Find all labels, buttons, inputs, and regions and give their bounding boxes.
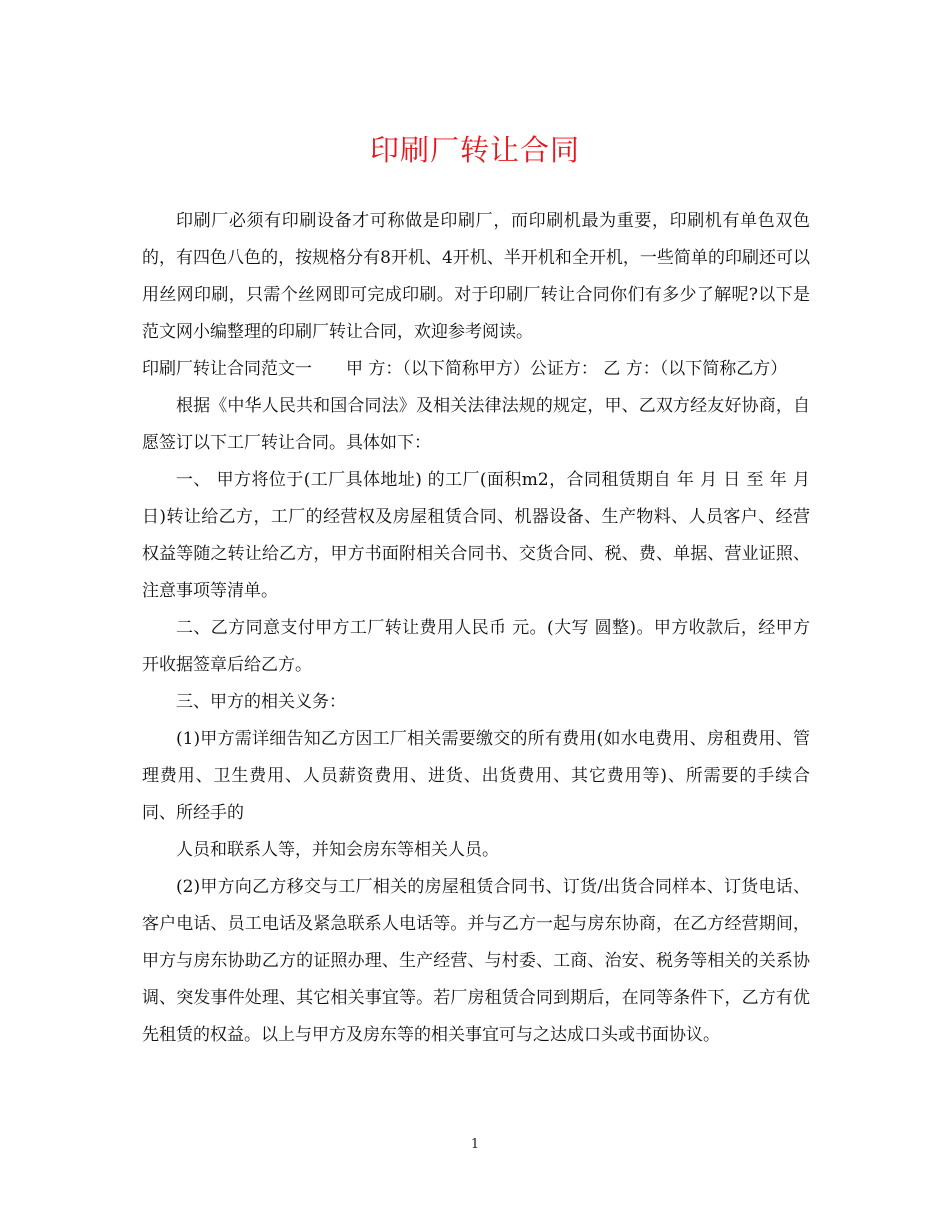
paragraph-basis: 根据《中华人民共和国合同法》及相关法律法规的规定，甲、乙双方经友好协商，自愿签订以下工厂转让合同。具体如下： xyxy=(142,396,810,453)
paragraph-clause-2: 二、乙方同意支付甲方工厂转让费用人民币 元。(大写 圆整)。甲方收款后，经甲方开收据签章后给乙方。 xyxy=(142,618,810,675)
paragraph-clause-3-item-2: (2)甲方向乙方移交与工厂相关的房屋租赁合同书、订货/出货合同样本、订货电话、客户电话、员工电话及紧急联系人电话等。并与乙方一起与房东协商，在乙方经营期间，甲方与房东协助乙方的证照办理、生产经营、与村委、工商、治安、税务等相关的关系协调、突发事件处理、其它相关事宜等。若厂房租赁合同到期后，在同等条件下，乙方有优先租赁的权益。以上与甲方及房东等的相关事宜可与之达成口头或书面协议。 xyxy=(142,877,810,1045)
paragraph-clause-3-item-1: (1)甲方需详细告知乙方因工厂相关需要缴交的所有费用(如水电费用、房租费用、管理费用、卫生费用、人员薪资费用、进货、出货费用、其它费用等)、所需要的手续合同、所经手的 xyxy=(142,729,810,823)
paragraph-clause-3-heading: 三、甲方的相关义务： xyxy=(176,692,346,712)
paragraph-parties: 印刷厂转让合同范文一 甲 方：（以下简称甲方）公证方： 乙 方：（以下简称乙方） xyxy=(142,359,788,379)
paragraph-clause-3-item-1-cont: 人员和联系人等，并知会房东等相关人员。 xyxy=(176,840,499,860)
document-body xyxy=(142,203,810,1054)
page-number: 1 xyxy=(470,1137,480,1152)
paragraph-intro: 印刷厂必须有印刷设备才可称做是印刷厂，而印刷机最为重要，印刷机有单色双色的，有四色八色的，按规格分有8开机、4开机、半开机和全开机，一些简单的印刷还可以用丝网印刷，只需个丝网即可完成印刷。对于印刷厂转让合同你们有多少了解呢?以下是范文网小编整理的印刷厂转让合同，欢迎参考阅读。 xyxy=(142,211,810,342)
paragraph-clause-1: 一、 甲方将位于(工厂具体地址) 的工厂(面积m2，合同租赁期自 年 月 日 至 年 月 日)转让给乙方，工厂的经营权及房屋租赁合同、机器设备、生产物料、人员客户、经营权益等随之转让给乙方，甲方书面附相关合同书、交货合同、税、费、单据、营业证照、注意事项等清单。 xyxy=(142,470,810,601)
document-title: 印刷厂转让合同 xyxy=(369,133,580,167)
